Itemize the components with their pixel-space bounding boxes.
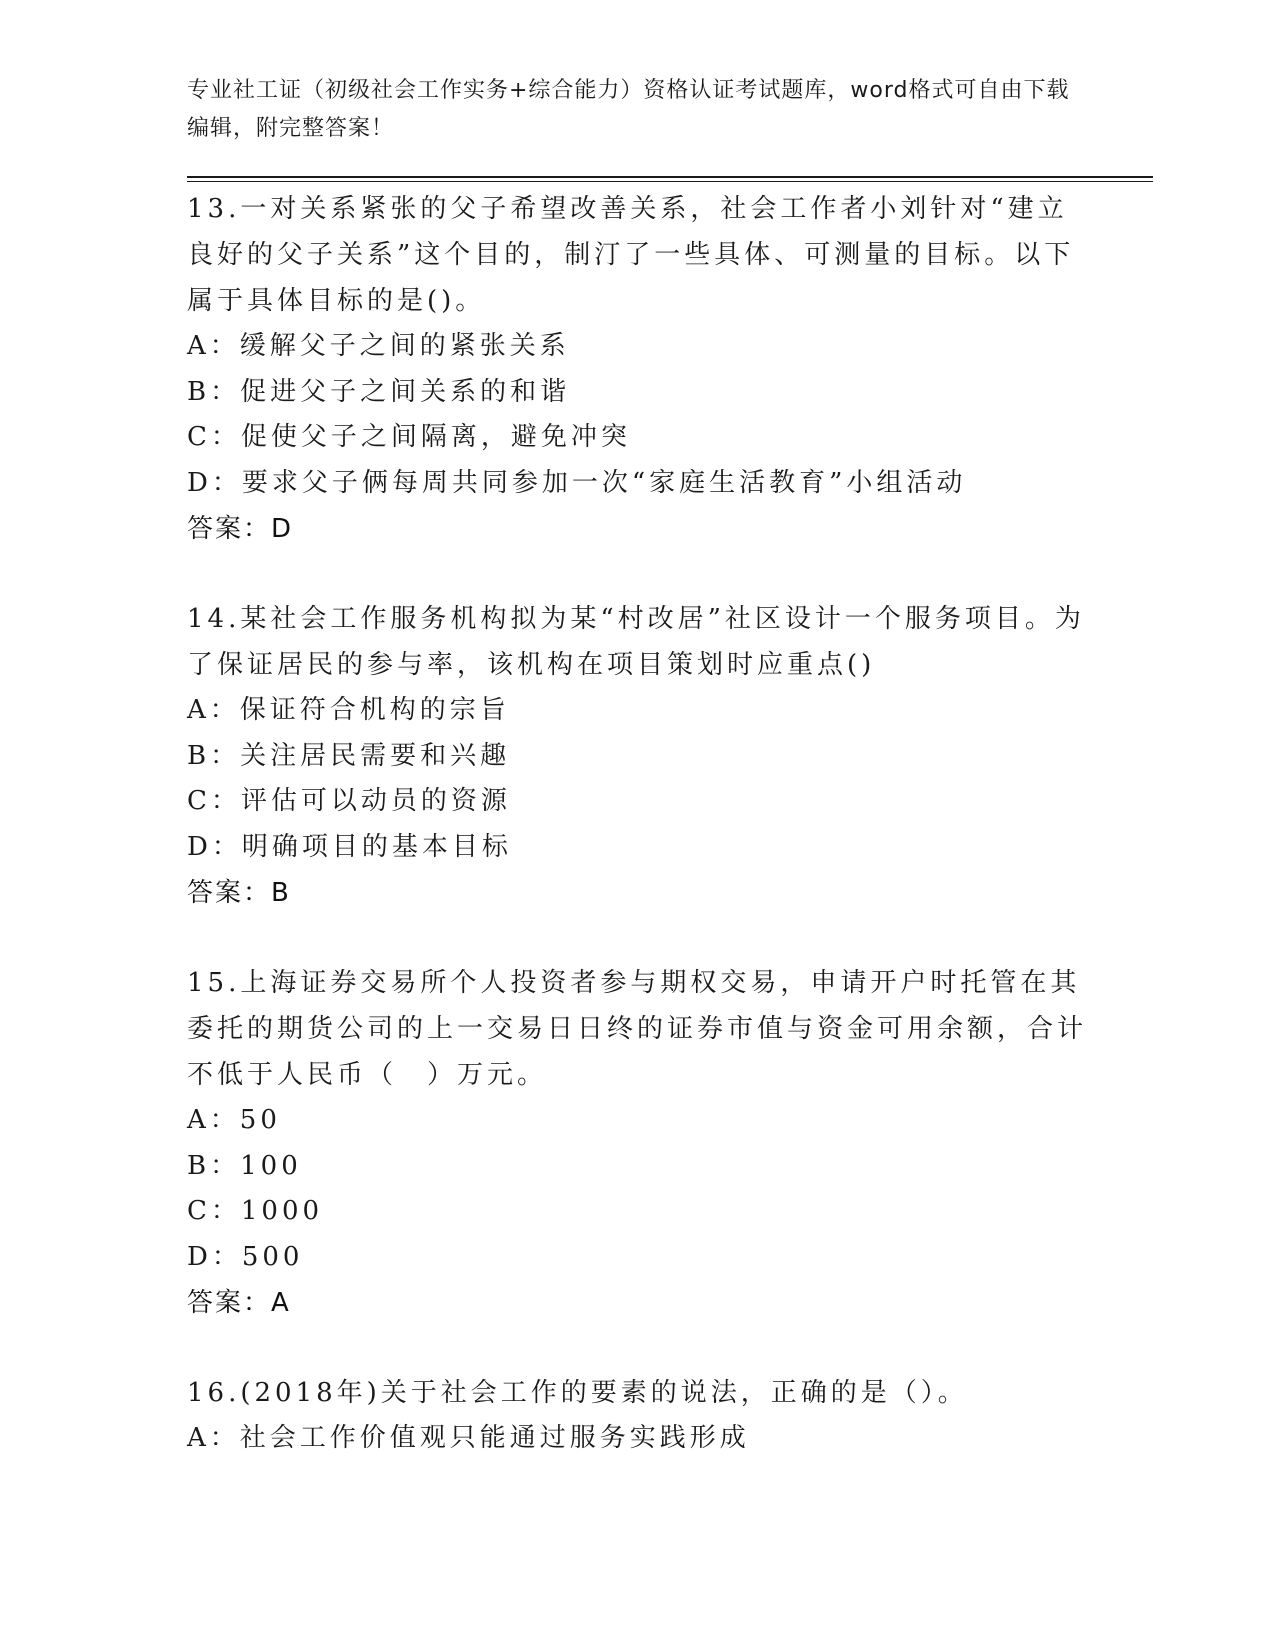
- header-divider: [187, 176, 1153, 178]
- option-d: D：明确项目的基本目标: [187, 831, 512, 862]
- question-13: [187, 186, 1087, 552]
- answer: 答案：D: [187, 514, 294, 544]
- document-header: 专业社工证（初级社会工作实务+综合能力）资格认证考试题库，word格式可自由下载编辑，附完整答案！: [187, 78, 1070, 141]
- spacer: [187, 916, 1087, 960]
- answer: 答案：B: [187, 878, 291, 908]
- option-d: D：要求父子俩每周共同参加一次“家庭生活教育”小组活动: [187, 467, 967, 498]
- option-c: C：促使父子之间隔离，避免冲突: [187, 422, 631, 452]
- question-16: [187, 1370, 1087, 1462]
- option-a: A：社会工作价值观只能通过服务实践形成: [187, 1423, 750, 1453]
- question-text: 13.一对关系紧张的父子希望改善关系，社会工作者小刘针对“建立良好的父子关系”这个目的，制汀了一些具体、可测量的目标。以下属于具体目标的是()。: [187, 194, 1075, 316]
- question-text: 15.上海证券交易所个人投资者参与期权交易，申请开户时托管在其委托的期货公司的上一交易日日终的证券市值与资金可用余额，合计不低于人民币（ ）万元。: [187, 968, 1088, 1090]
- option-a: A：50: [187, 1105, 281, 1135]
- header-divider-thin: [187, 181, 1153, 182]
- spacer: [187, 1326, 1087, 1370]
- option-c: C：评估可以动员的资源: [187, 786, 511, 816]
- answer: 答案：A: [187, 1288, 291, 1318]
- option-a: A：缓解父子之间的紧张关系: [187, 331, 570, 361]
- option-c: C：1000: [187, 1196, 324, 1226]
- question-15: [187, 960, 1087, 1326]
- option-a: A：保证符合机构的宗旨: [187, 695, 510, 725]
- question-list: [187, 186, 1087, 1462]
- option-b: B：关注居民需要和兴趣: [187, 740, 511, 771]
- option-d: D：500: [187, 1241, 304, 1272]
- option-b: B：100: [187, 1150, 302, 1181]
- question-text: 16.(2018年)关于社会工作的要素的说法，正确的是（）。: [187, 1378, 968, 1408]
- option-b: B：促进父子之间关系的和谐: [187, 376, 571, 407]
- question-text: 14.某社会工作服务机构拟为某“村改居”社区设计一个服务项目。为了保证居民的参与率，该机构在项目策划时应重点(): [187, 604, 1085, 680]
- question-14: [187, 596, 1087, 916]
- spacer: [187, 552, 1087, 596]
